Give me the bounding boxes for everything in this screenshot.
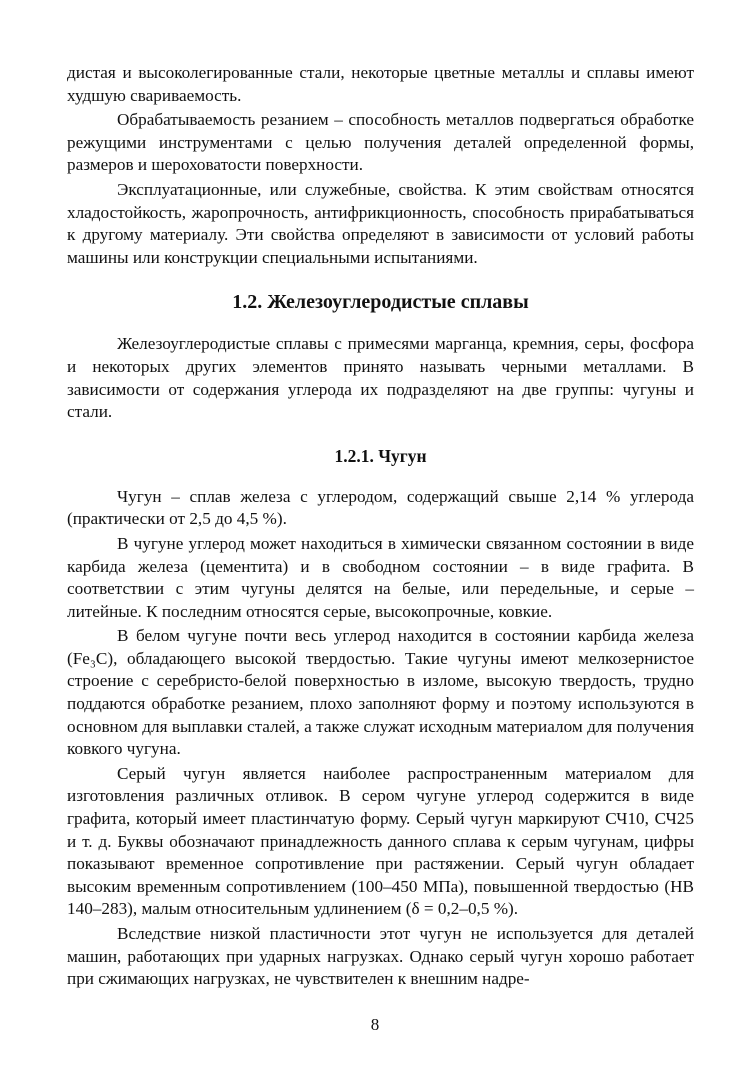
subsection-heading: 1.2.1. Чугун bbox=[334, 445, 427, 466]
paragraph-low-plasticity: Вследствие низкой пластичности этот чугун не используется для деталей машин, работающих при ударных нагрузках. Однако серый чугун хорошо работает при сжимающих нагрузках, не чувствителен к внешним надре- bbox=[67, 924, 694, 989]
page-body bbox=[67, 62, 694, 993]
paragraph-gray-cast-iron: Серый чугун является наиболее распространенным материалом для изготовления различных отливок. В сером чугуне углерод содержится в виде графита, который имеет пластинчатую форму. Серый чугун маркируют СЧ10, СЧ25 и т. д. Буквы обозначают принадлежность данного сплава к серым чугунам, цифры показывают временное сопротивление при растяжении. Серый чугун обладает высоким временным сопротивлением (100–450 МПа), повышенной твердостью (НВ 140–283), малым относительным удлинением (δ = 0,2–0,5 %). bbox=[67, 763, 694, 919]
paragraph-carbon-states: В чугуне углерод может находиться в химически связанном состоянии в виде карбида железа (цементита) и в свободном состоянии – в виде графита. В соответствии с этим чугуны делятся на белые, или передельные, и серые – литейные. К последним относятся серые, высокопрочные, ковкие. bbox=[67, 533, 694, 621]
paragraph-white-cast-iron: В белом чугуне почти весь углерод находится в состоянии карбида железа (Fe₃C), обладающего высокой твердостью. Такие чугуны имеют мелкозернистое строение с серебристо-белой поверхностью в изломе, высокую твердость, трудно поддаются обработке резанием, плохо заполняют форму и поэтому используются в основном для выплавки сталей, а также служат исходным материалом для получения ковкого чугуна. bbox=[67, 626, 694, 759]
paragraph-machinability: Обрабатываемость резанием – способность металлов подвергаться обработке режущими инструментами с целью получения деталей определенной формы, размеров и шероховатости поверхности. bbox=[67, 110, 694, 175]
paragraph-cast-iron-definition: Чугун – сплав железа с углеродом, содержащий свыше 2,14 % углерода (практически от 2,5 до 4,5 %). bbox=[67, 486, 694, 529]
section-heading: 1.2. Железоуглеродистые сплавы bbox=[232, 291, 529, 314]
paragraph-continuation: дистая и высоколегированные стали, некоторые цветные металлы и сплавы имеют худшую свариваемость. bbox=[67, 63, 694, 105]
page-number: 8 bbox=[370, 1015, 380, 1034]
paragraph-operational-properties: Эксплуатационные, или служебные, свойства. К этим свойствам относятся хладостойкость, жаропрочность, антифрикционность, способность прирабатываться к другому материалу. Эти свойства определяют в зависимости от условий работы машины или конструкции специальными испытаниями. bbox=[67, 179, 694, 267]
paragraph-iron-carbon-alloys: Железоуглеродистые сплавы с примесями марганца, кремния, серы, фосфора и некоторых других элементов принято называть черными металлами. В зависимости от содержания углерода их подразделяют на две группы: чугуны и стали. bbox=[67, 334, 694, 422]
